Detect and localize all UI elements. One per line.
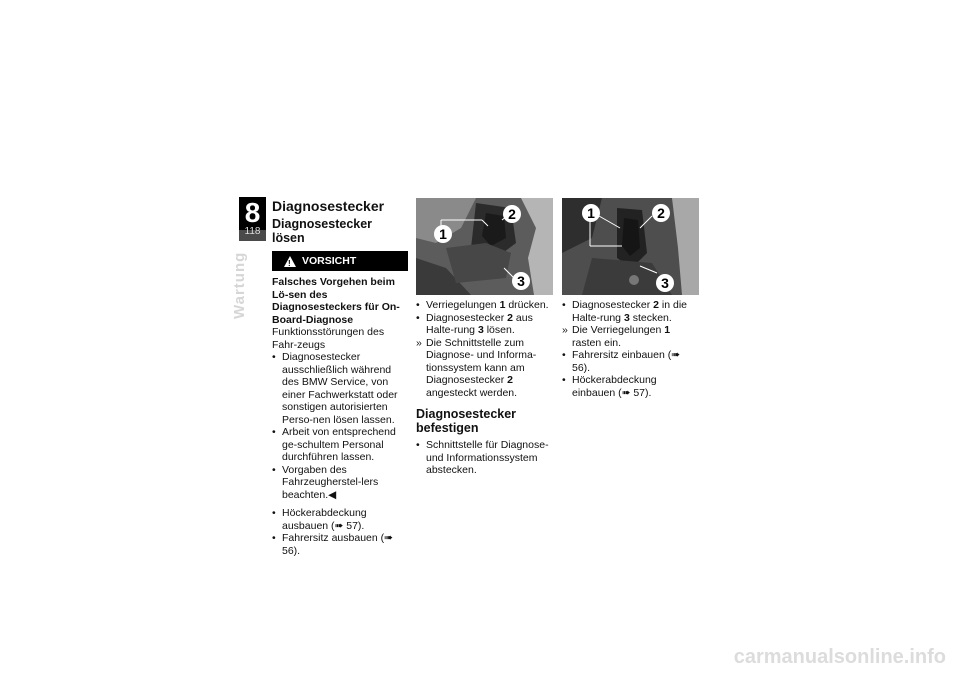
steps-list xyxy=(416,299,554,337)
list-item: • Arbeit von entsprechend ge-schultem Personal durchführen lassen. xyxy=(272,426,408,464)
steps-list xyxy=(562,299,700,324)
warning-list xyxy=(272,351,408,501)
steps-list xyxy=(416,439,554,477)
photo-diagnostic-connector-attach xyxy=(562,198,699,295)
section-heading: Diagnosestecker lösen xyxy=(272,217,373,245)
callout-3: 3 xyxy=(656,274,674,292)
warning-icon: ! xyxy=(284,256,296,267)
column-2 xyxy=(416,299,554,477)
list-item: • Diagnosestecker 2 aus Halte-rung 3 lösen. xyxy=(416,312,554,337)
callout-2: 2 xyxy=(652,204,670,222)
watermark: carmanualsonline.info xyxy=(733,646,946,668)
callout-1: 1 xyxy=(582,204,600,222)
result-list xyxy=(416,337,554,400)
list-item: • Höckerabdeckung ausbauen (➠ 57). xyxy=(272,507,408,532)
list-item: • Höckerabdeckung einbauen (➠ 57). xyxy=(562,374,700,399)
list-item: • Diagnosestecker ausschließlich während des BMW Service, von einer Fachwerkstatt oder sonstigen autorisierten Perso-nen lösen lassen. xyxy=(272,351,408,426)
photo-illustration xyxy=(416,198,553,295)
warning-banner xyxy=(272,251,408,271)
result-list xyxy=(562,324,700,349)
steps-list xyxy=(272,507,408,557)
warning-text: Funktionsstörungen des Fahr-zeugs xyxy=(272,326,385,351)
list-item: • Diagnosestecker 2 in die Halte-rung 3 stecken. xyxy=(562,299,700,324)
list-item: » Die Verriegelungen 1 rasten ein. xyxy=(562,324,700,349)
warning-label: VORSICHT xyxy=(302,254,357,267)
page-title: Diagnosestecker xyxy=(272,198,385,214)
callout-2: 2 xyxy=(503,205,521,223)
list-item: » Die Schnittstelle zum Diagnose- und Informa-tionssystem kann am Diagnosestecker 2 angesteckt werden. xyxy=(416,337,554,400)
list-item: • Fahrersitz einbauen (➠ 56). xyxy=(562,349,700,374)
page-number: 118 xyxy=(244,226,261,237)
section-label: Wartung xyxy=(231,251,248,319)
column-1 xyxy=(272,198,408,557)
list-item: • Schnittstelle für Diagnose- und Informationssystem abstecken. xyxy=(416,439,554,477)
list-item: • Vorgaben des Fahrzeugherstel-lers beachten.◀ xyxy=(272,464,408,502)
list-item: • Fahrersitz ausbauen (➠ 56). xyxy=(272,532,408,557)
callout-3: 3 xyxy=(512,272,530,290)
subheading: Diagnosestecker befestigen xyxy=(416,407,517,435)
warning-heading: Falsches Vorgehen beim Lö-sen des Diagnosesteckers für On-Board-Diagnose xyxy=(272,276,400,326)
steps-list xyxy=(562,349,700,399)
list-item: • Verriegelungen 1 drücken. xyxy=(416,299,554,312)
photo-diagnostic-connector-release xyxy=(416,198,553,295)
chapter-number: 8 xyxy=(244,197,261,228)
column-3 xyxy=(562,299,700,399)
callout-1: 1 xyxy=(434,225,452,243)
